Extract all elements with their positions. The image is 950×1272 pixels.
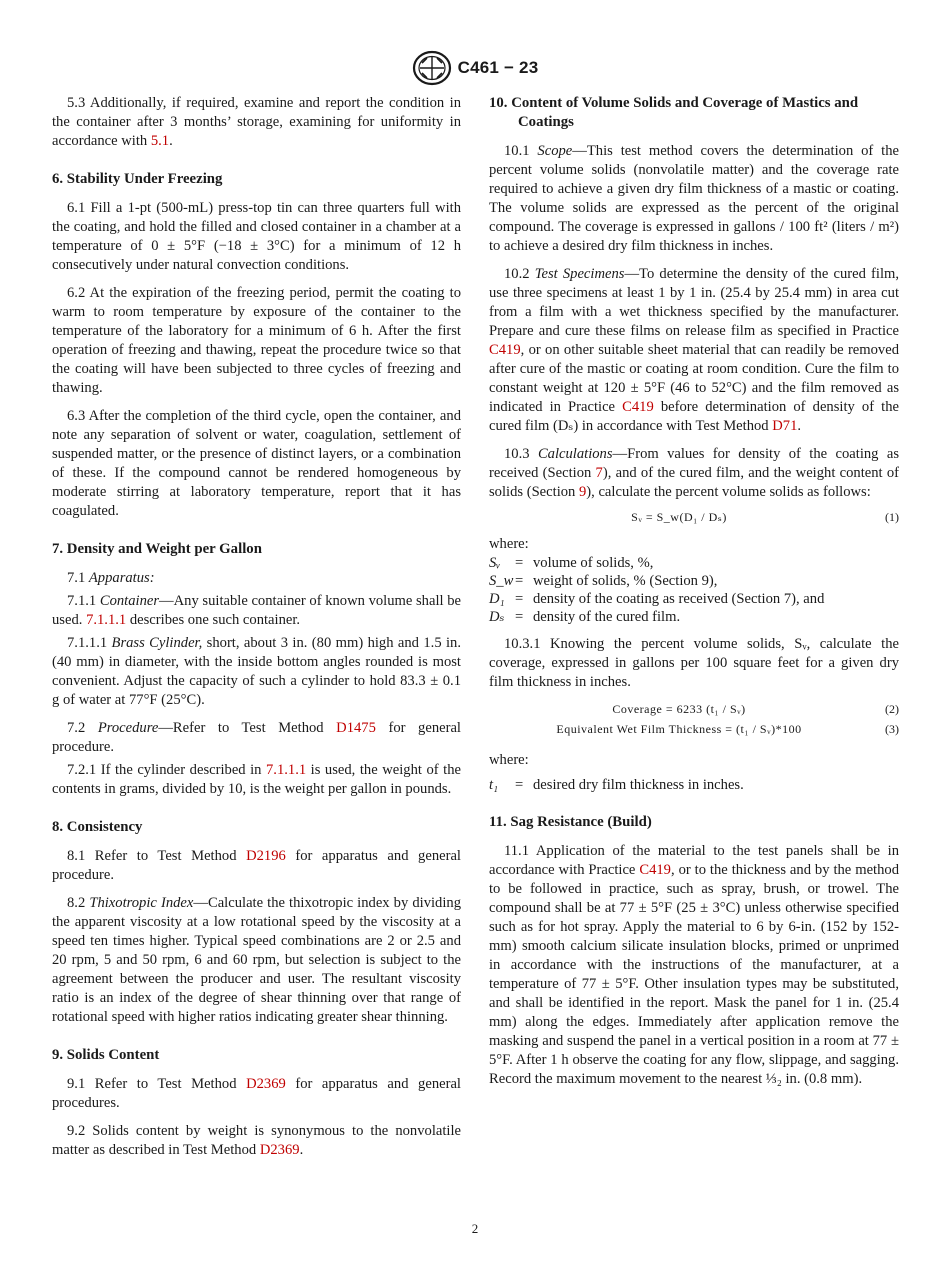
- ref-5-1[interactable]: 5.1: [150, 133, 170, 149]
- variable-list-1: [489, 554, 899, 626]
- equation-1-body: Sᵥ = S_w(D₁ / Dₛ): [631, 510, 727, 524]
- right-column: [489, 94, 899, 1089]
- ref-7-1-1-1[interactable]: 7.1.1.1: [86, 612, 127, 628]
- variable-symbol: Sᵥ: [489, 555, 501, 571]
- variable-row: [489, 776, 899, 794]
- ref-c419[interactable]: C419: [489, 342, 521, 358]
- ref-d2196[interactable]: D2196: [246, 848, 286, 864]
- paragraph-10-3: 10.3 Calculations—From values for density of the coating as received (Section 7), and of the cured film, and the weight content of solids (Section 9), calculate the percent volume solids as follows:: [489, 446, 900, 500]
- ref-d2369[interactable]: D2369: [246, 1076, 286, 1092]
- variable-definition: density of the coating as received (Section 7), and: [533, 591, 825, 607]
- paragraph-7-2-1: 7.2.1 If the cylinder described in 7.1.1.1 is used, the weight of the contents in grams, divided by 10, is the weight per gallon in pounds.: [52, 762, 461, 797]
- variable-row: [489, 608, 899, 626]
- equation-1-number: (1): [885, 510, 899, 524]
- paragraph-6-3: 6.3 After the completion of the third cycle, open the container, and note any separation of solvent or water, coagulation, settlement of suspended matter, or the presence of distinct layers, or a combination of these. If the compound cannot be rendered homogeneous by moderate stirring at laboratory temperature, report that it has coagulated.: [52, 408, 461, 519]
- ref-section-9[interactable]: 9: [579, 484, 587, 500]
- equals-sign: =: [515, 573, 524, 589]
- section-6-title: 6. Stability Under Freezing: [52, 171, 223, 187]
- paragraph-11-1: 11.1 Application of the material to the test panels shall be in accordance with Practice C419, or to the thickness and by the method to be followed in practice, such as spray, brush, or trowel. The compound shall be at 77 ± 5°F (25 ± 3°C) unless otherwise specified such as for hot spray. Apply the material to 6 by 6-in. (152 by 152-mm) smooth calcium silicate insulation blocks, primed or unprimed in accordance with the instructions of the manufacturer, at a temperature of 77 ± 5°F. Other insulation types may be substituted, and shall be identified in the report. Mask the panel for 1 in. (25.4 mm) along the edges. Immediately after application remove the masking and suspend the panel in a vertical position in a room at 77 ± 5°F. After 1 h observe the coating for any flow, slippage, and sagging. Record the maximum movement to the nearest ⅓₂ in. (0.8 mm).: [489, 843, 899, 1087]
- variable-list-2: [489, 776, 899, 794]
- variable-definition: volume of solids, %,: [533, 555, 654, 571]
- paragraph-10-1: 10.1 Scope—This test method covers the determination of the percent volume solids (nonvolatile matter) and the coverage rate required to achieve a given dry film thickness of a mastic or coating. The volume solids are expressed as the percent of the original compound. The coverage is expressed in gallons / 100 ft² (liters / m²) to achieve a desired dry film thickness in inches.: [489, 143, 899, 254]
- paragraph-9-1: 9.1 Refer to Test Method D2369 for apparatus and general procedures.: [52, 1076, 461, 1111]
- ref-7-1-1-1-b[interactable]: 7.1.1.1: [266, 762, 307, 778]
- paragraph-8-2: 8.2 Thixotropic Index—Calculate the thixotropic index by dividing the apparent viscosity at a low rotational speed by the viscosity at a speed ten times higher. Typical speed combinations are 2 or 2.5 and 20 rpm, 5 and 50 rpm, 6 and 60 rpm, but selection is subject to the agreement between the producer and user. The resultant viscosity ratio is an index of the degree of shear thinning over that range of rotational speed with higher ratios indicating greater shear thinning.: [52, 895, 461, 1025]
- paragraph-9-2: 9.2 Solids content by weight is synonymous to the nonvolatile matter as described in Test Method D2369.: [52, 1123, 461, 1158]
- variable-row: [489, 572, 899, 590]
- section-9-title: 9. Solids Content: [52, 1047, 160, 1063]
- variable-symbol: t₁: [489, 777, 499, 793]
- variable-symbol: D₁: [489, 591, 505, 607]
- equals-sign: =: [515, 609, 524, 625]
- ref-c419-b[interactable]: C419: [622, 399, 654, 415]
- left-column: [52, 94, 461, 1160]
- paragraph-7-1-1: 7.1.1 Container—Any suitable container of known volume shall be used. 7.1.1.1 describes one such container.: [52, 593, 461, 628]
- document-id: C461 − 23: [457, 58, 539, 77]
- ref-d71[interactable]: D71: [772, 418, 798, 434]
- equation-3-number: (3): [885, 722, 899, 736]
- equation-2: [489, 702, 899, 717]
- section-11-title: 11. Sag Resistance (Build): [489, 814, 652, 830]
- page-number: 2: [471, 1221, 479, 1236]
- paragraph-10-3-1: 10.3.1 Knowing the percent volume solids, Sᵥ, calculate the coverage, expressed in gallons per 100 square feet for a given dry film thickness in inches.: [489, 636, 899, 690]
- variable-definition: desired dry film thickness in inches.: [533, 777, 744, 793]
- equation-3-body: Equivalent Wet Film Thickness = (t₁ / Sᵥ)*100: [556, 722, 802, 736]
- equation-2-number: (2): [885, 702, 899, 716]
- equation-3: [489, 722, 899, 737]
- paragraph-5-3: 5.3 Additionally, if required, examine and report the condition in the container after 3 months’ storage, examining for uniformity in accordance with 5.1.: [52, 95, 461, 149]
- paragraph-7-1-1-1: 7.1.1.1 Brass Cylinder, short, about 3 in. (80 mm) high and 1.5 in. (40 mm) in diameter, with the inside bottom angles rounded is most convenient. Adjust the capacity of such a cylinder to hold 83.3 ± 0.1 g of water at 77°F (25°C).: [52, 635, 462, 708]
- equals-sign: =: [515, 555, 524, 571]
- paragraph-7-2: 7.2 Procedure—Refer to Test Method D1475 for general procedure.: [52, 720, 461, 755]
- variable-row: [489, 554, 899, 572]
- paragraph-7-1: 7.1 Apparatus:: [67, 570, 155, 586]
- variable-row: [489, 590, 899, 608]
- paragraph-6-2: 6.2 At the expiration of the freezing period, permit the coating to warm to room temperature by exposure of the container to the temperature of the laboratory for a minimum of 6 h. After the first operation of freezing and thawing, repeat the procedure twice so that the coating will have been subjected to three cycles of freezing and thawing.: [52, 285, 461, 396]
- equals-sign: =: [515, 777, 524, 793]
- equation-1: [489, 510, 899, 525]
- page-header: [0, 50, 950, 86]
- section-10-title: 10. Content of Volume Solids and Coverage of Mastics and Coatings: [489, 95, 859, 130]
- paragraph-8-1: 8.1 Refer to Test Method D2196 for apparatus and general procedure.: [52, 848, 461, 883]
- section-8-title: 8. Consistency: [52, 819, 143, 835]
- variable-definition: weight of solids, % (Section 9),: [533, 573, 718, 589]
- equation-2-body: Coverage = 6233 (t₁ / Sᵥ): [612, 702, 746, 716]
- astm-logo: [412, 50, 452, 86]
- ref-section-7[interactable]: 7: [595, 465, 603, 481]
- ref-c419-c[interactable]: C419: [639, 862, 671, 878]
- ref-d1475[interactable]: D1475: [336, 720, 376, 736]
- variable-symbol: S_w: [489, 573, 514, 589]
- paragraph-6-1: 6.1 Fill a 1-pt (500-mL) press-top tin can three quarters full with the coating, and hold the filled and closed container in a chamber at a temperature of 0 ± 5°F (−18 ± 3°C) for a minimum of 12 h consecutively under natural convection conditions.: [52, 200, 461, 273]
- paragraph-10-2: 10.2 Test Specimens—To determine the density of the cured film, use three specimens at least 1 by 1 in. (25.4 by 25.4 mm) in area cut from a film with a wet thickness specified by the manufacturer. Prepare and cure these films on release film as specified in Practice C419, or on other suitable sheet material that can readily be removed after cure of the mastic or coating at room condition. Cure the film to constant weight at 120 ± 5°F (46 to 52°C) and the film removed as indicated in Practice C419 before determination of density of the cured film (Dₛ) in accordance with Test Method D71.: [489, 266, 900, 434]
- where-label-1: where:: [489, 536, 529, 552]
- variable-definition: density of the cured film.: [533, 609, 681, 625]
- section-7-title: 7. Density and Weight per Gallon: [52, 541, 262, 557]
- variable-symbol: Dₛ: [489, 609, 505, 625]
- where-label-2: where:: [489, 752, 529, 768]
- equals-sign: =: [515, 591, 524, 607]
- ref-d2369-b[interactable]: D2369: [259, 1142, 300, 1158]
